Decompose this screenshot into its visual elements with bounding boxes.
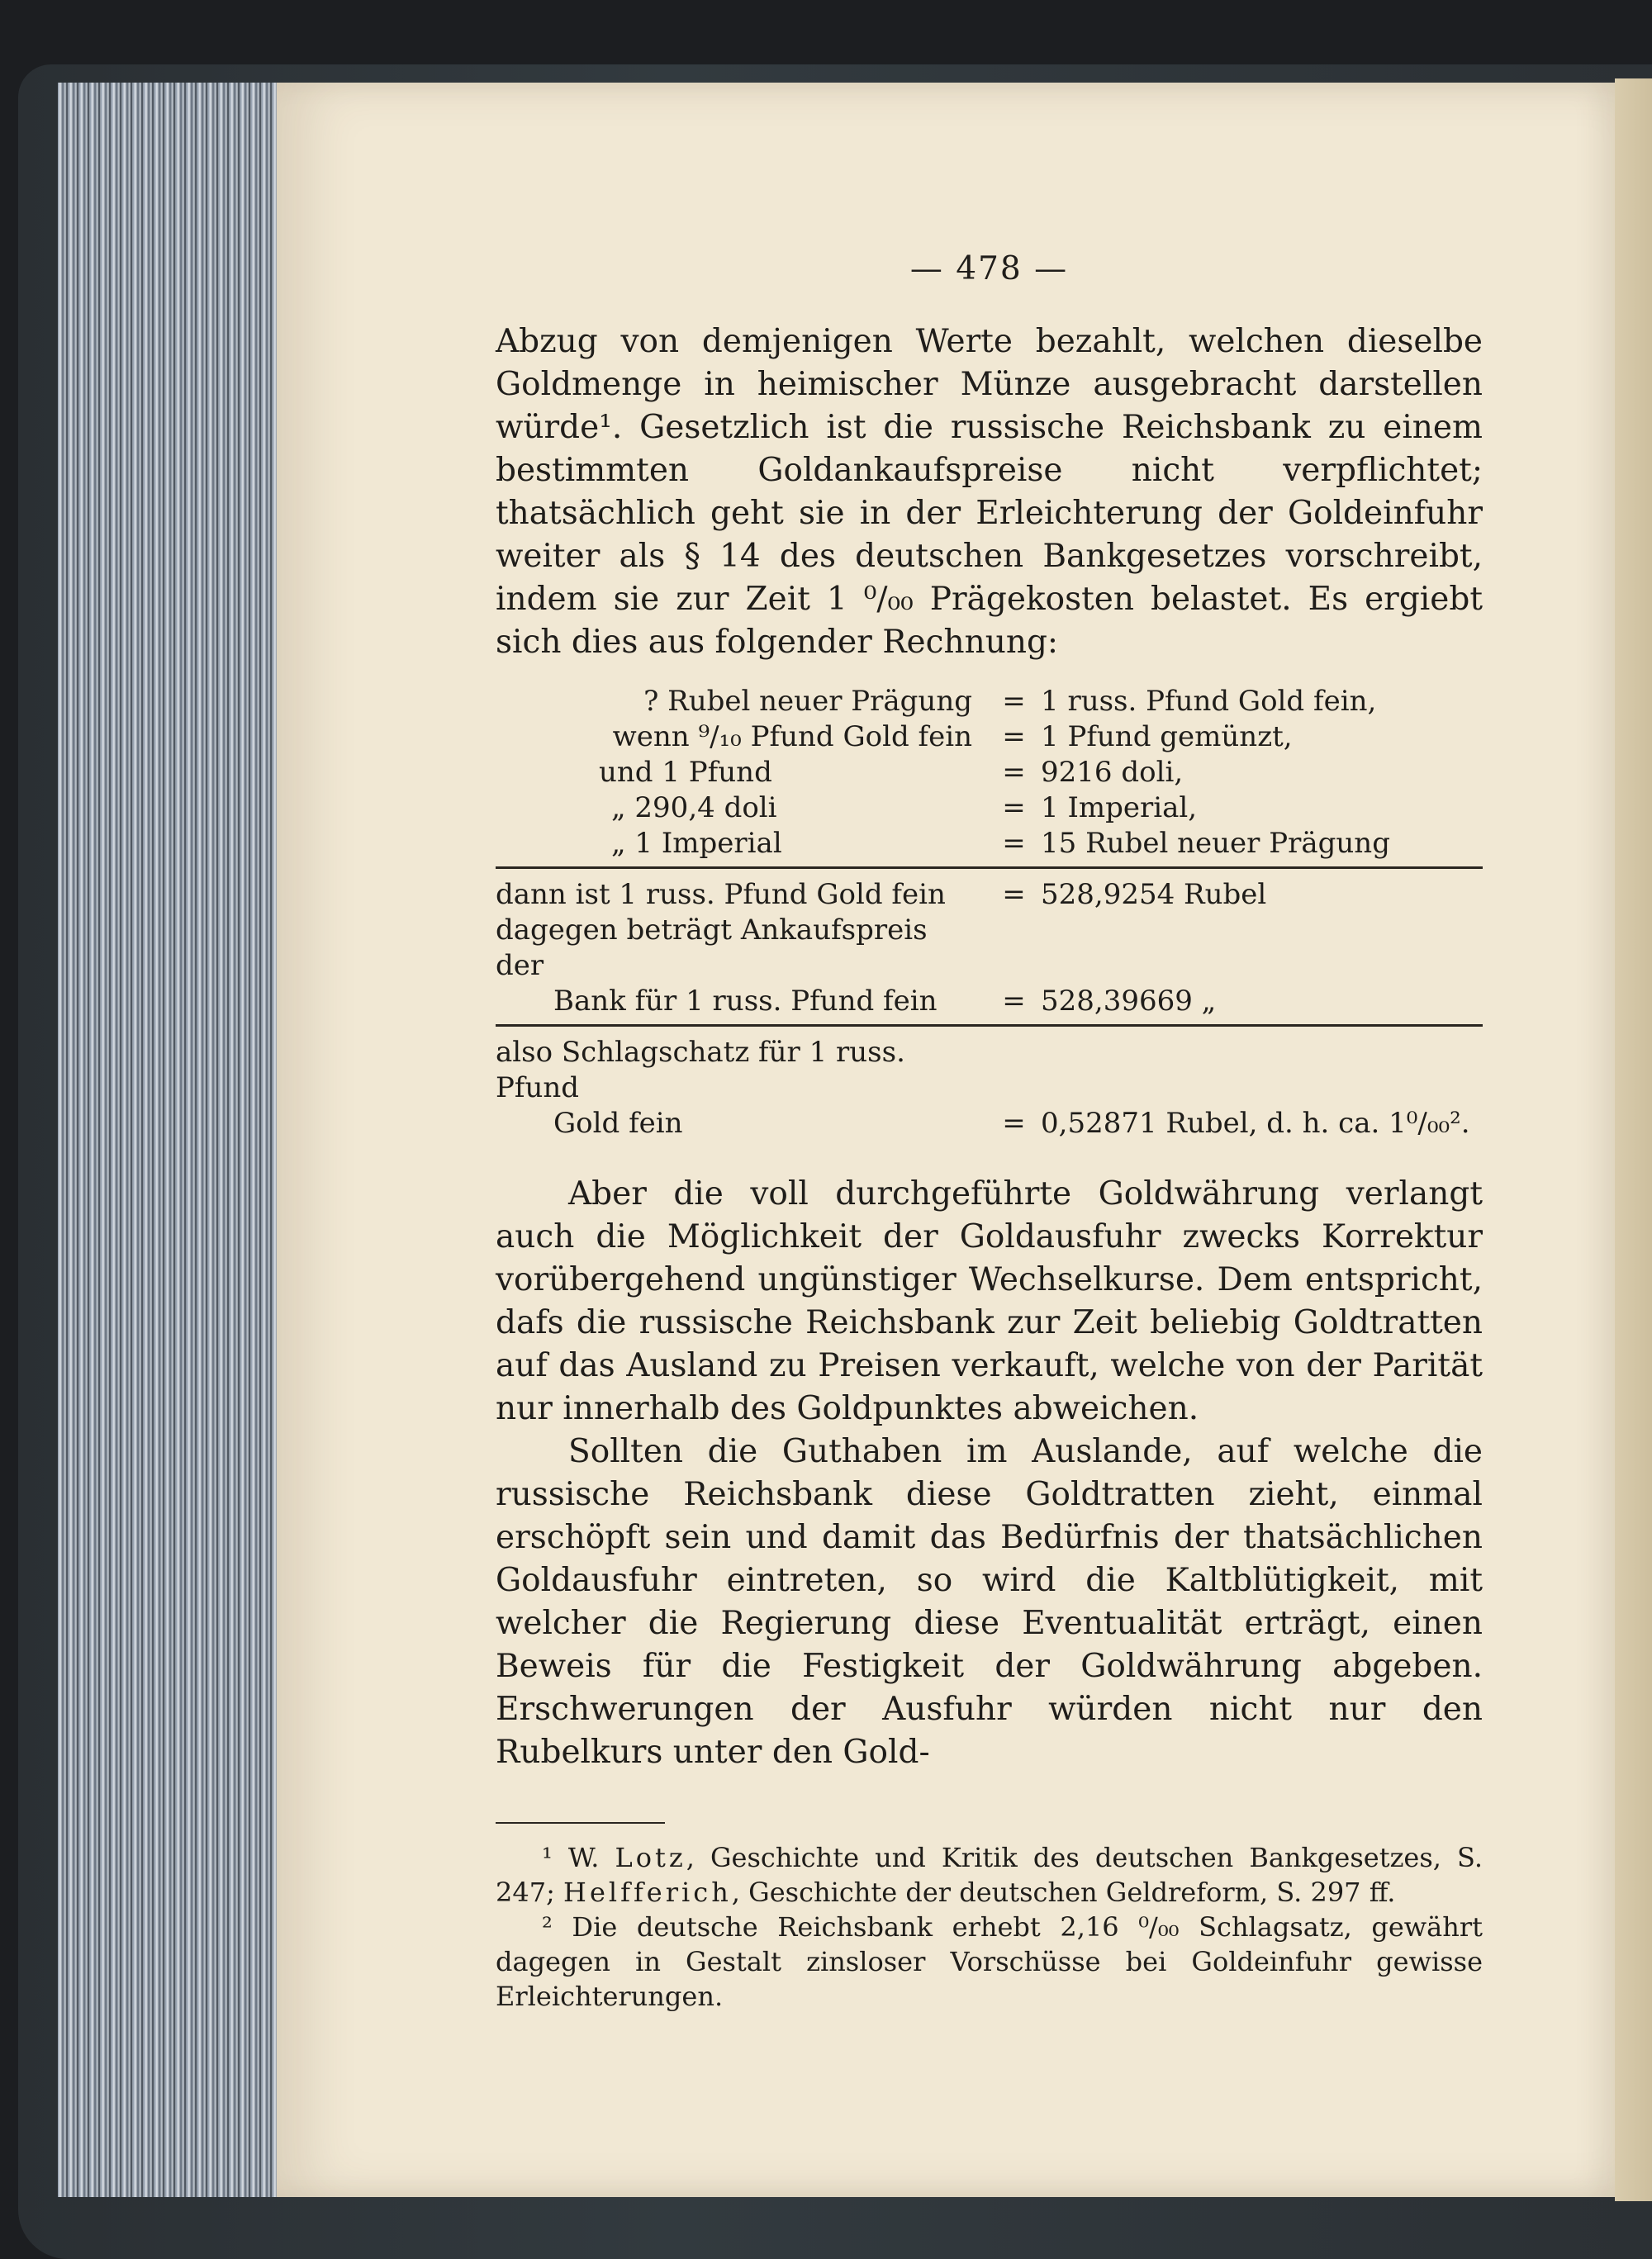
calc-equals: =	[1002, 756, 1026, 789]
footnote-divider	[496, 1822, 665, 1824]
calc-row	[496, 719, 1483, 755]
calc-left: dann ist 1 russ. Pfund Gold fein	[496, 878, 946, 911]
calc-row	[496, 826, 1483, 861]
footnote-1-marker: ¹ W.	[542, 1842, 600, 1873]
calc-row	[496, 790, 1483, 826]
calc-left: „ 290,4 doli	[611, 791, 777, 824]
calc-left: also Schlagschatz für 1 russ. Pfund	[496, 1036, 905, 1104]
calc-row	[496, 684, 1483, 719]
calc-left: „ 1 Imperial	[611, 827, 782, 860]
calc-result-row	[496, 1035, 1483, 1106]
page-content	[496, 248, 1483, 2014]
calc-left: Gold fein	[553, 1107, 683, 1140]
calc-right: 528,39669 „	[1041, 985, 1217, 1018]
calc-right: 528,9254 Rubel	[1041, 878, 1267, 911]
calc-equals: =	[1002, 685, 1026, 718]
calc-left: dagegen beträgt Ankaufspreis der	[496, 914, 928, 982]
footnotes	[496, 1840, 1483, 2014]
calc-result-row	[496, 913, 1483, 984]
calc-right: 15 Rubel neuer Prägung	[1041, 827, 1390, 860]
footnote-1-text-1: , Geschichte und Kritik des deutschen Bankgesetzes, S. 247;	[496, 1842, 1483, 1908]
calc-right: 1 Pfund gemünzt,	[1041, 720, 1293, 753]
calc-right: 9216 doli,	[1041, 756, 1184, 789]
calc-divider	[496, 1024, 1483, 1027]
calc-result-row	[496, 984, 1483, 1019]
footnote-1-author-2: Helfferich	[563, 1877, 732, 1908]
calc-left: ? Rubel neuer Prägung	[643, 685, 972, 718]
calc-result-row	[496, 877, 1483, 913]
paragraph-3: Sollten die Guthaben im Auslande, auf welche die russische Reichsbank diese Goldtratten zieht, einmal erschöpft sein und damit das Bedürfnis der thatsächlichen Goldausfuhr eintreten, so wird die Kaltblütigkeit, mit welcher die Regierung diese Eventualität erträgt, einen Beweis für die Festigkeit der Goldwährung abgeben. Erschwerungen der Ausfuhr würden nicht nur den Rubelkurs unter den Gold-	[496, 1433, 1483, 1771]
calc-right: 0,52871 Rubel, d. h. ca. 1⁰/₀₀².	[1041, 1107, 1470, 1140]
calc-right: 1 Imperial,	[1041, 791, 1198, 824]
calc-left: und 1 Pfund	[599, 756, 772, 789]
paragraph-1: Abzug von demjenigen Werte bezahlt, welchen dieselbe Goldmenge in heimischer Münze ausgebracht darstellen würde¹. Gesetzlich ist die russische Reichsbank zu einem bestimmten Goldankaufspreise nicht verpflichtet; thatsächlich geht sie in der Erleichterung der Goldeinfuhr weiter als § 14 des deutschen Bankgesetzes vorschreibt, indem sie zur Zeit 1 ⁰/₀₀ Prägekosten belastet. Es ergiebt sich dies aus folgender Rechnung:	[496, 323, 1483, 661]
calc-left: wenn ⁹/₁₀ Pfund Gold fein	[612, 720, 972, 753]
facing-page-edge	[1615, 78, 1652, 2201]
calc-row	[496, 755, 1483, 790]
footnote-1-text-2: , Geschichte der deutschen Geldreform, S. 297 ff.	[731, 1877, 1396, 1908]
calculation-table	[496, 684, 1483, 1141]
footnote-1	[496, 1840, 1483, 1910]
calc-equals: =	[1002, 720, 1026, 753]
calc-right: 1 russ. Pfund Gold fein,	[1041, 685, 1377, 718]
footnote-2: ² Die deutsche Reichsbank erhebt 2,16 ⁰/₀₀ Schlagsatz, gewährt dagegen in Gestalt zinsloser Vorschüsse bei Goldeinfuhr gewisse Erleichterungen.	[496, 1911, 1483, 2012]
calc-equals: =	[1002, 827, 1026, 860]
page-edges	[58, 83, 306, 2197]
calc-divider	[496, 866, 1483, 869]
calc-equals: =	[1002, 1107, 1026, 1140]
calc-equals: =	[1002, 791, 1026, 824]
calc-result-row	[496, 1106, 1483, 1141]
calc-equals: =	[1002, 985, 1026, 1018]
paragraph-2: Aber die voll durchgeführte Goldwährung verlangt auch die Möglichkeit der Goldausfuhr zwecks Korrektur vorübergehend ungünstiger Wechselkurse. Dem entspricht, dafs die russische Reichsbank zur Zeit beliebig Goldtratten auf das Ausland zu Preisen verkauft, welche von der Parität nur innerhalb des Goldpunktes abweichen.	[496, 1175, 1483, 1427]
footnote-1-author-1: Lotz	[615, 1842, 686, 1873]
page-number: — 478 —	[909, 250, 1069, 287]
calc-left: Bank für 1 russ. Pfund fein	[553, 985, 938, 1018]
calc-equals: =	[1002, 878, 1026, 911]
